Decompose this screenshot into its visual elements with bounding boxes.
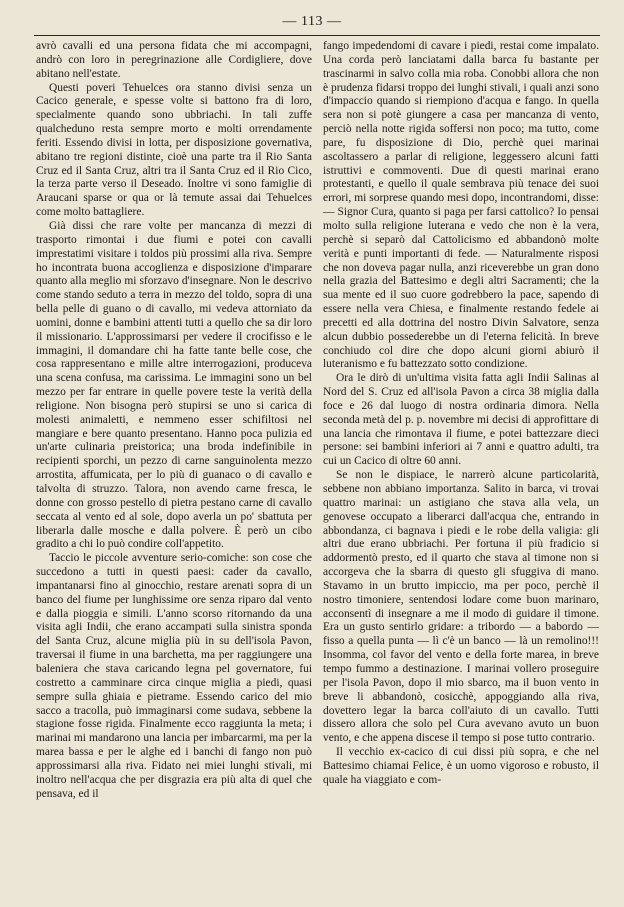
paragraph: avrò cavalli ed una persona fidata che mi accompagni, andrò con loro in peregrinazione alle Cordigliere, dove abitano nell'estate.: [36, 40, 312, 80]
paragraph: Se non le dispiace, le narrerò alcune particolarità, sebbene non abbiano importanza. Salito in barca, vi trovai quattro marinai: un astigiano che stava alla vela, un genovese occupato a liberarci dall'acqua che, entrando in abbondanza, ci bagnava i piedi e le robe della valigia: gli altri due erano ubbriachi. Per fortuna il più fradicio si addormentò presto, ed il quarto che stava al timone non si accorgeva che la sbarra di questo gli sfuggiva di mano. Stavamo in un brutto impiccio, ma per poco, perchè il nostro timoniere, sentendosi lodare come buon marinaro, acconsentì di insegnare a me il modo di guidare il timone. Era un gusto sentirlo gridare: a tribordo — a babordo — fisso a quella punta — lì c'è un banco — là un remolino!!! Insomma, col favor del vento e della forte marea, in breve tempo fummo a destinazione. I marinai vollero proseguire per l'isola Pavon, dopo il mio sbarco, ma il buon vento in breve li abbandonò, cosicchè, appoggiando alla riva, dovettero legar la barca coll'aiuto di un cavallo. Tutti dissero allora che solo pel Cura avevano avuto un buon vento, e che appena discese il tempo si pose tutto contrario.: [323, 469, 599, 745]
paragraph: Taccio le piccole avventure serio-comiche: son cose che succedono a tutti in questi paesi: cader da cavallo, impantanarsi fino al ginocchio, restare arenati sopra di un banco del fiume per lunghissime ore senza riparo dal vento e dalla pioggia e simili. L'anno scorso ritornando da una visita agli Indii, che erano accampati sulla sinistra sponda del Santa Cruz, alcune miglia più in su dell'isola Pavon, traversai il fiume in una barchetta, ma per raggiungere una baleniera che stava caricando legna pel governatore, fui costretto a camminare circa cinque miglia a piedi, quasi sempre sulla ghiaia e pietrame. Essendo carico del mio sacco a tracolla, può immaginarsi come sudava, sebbene la stagione fosse rigida. Finalmente ecco raggiunta la meta; i marinai mi mandarono una lancia per imbarcarmi, ma per la marea bassa e per le alghe ed i banchi di fango non può approssimarsi alla riva. Fidato nei miei lunghi stivali, mi inoltro nell'acqua che per disgrazia era più alta di quel che pensava, ed il: [36, 552, 312, 800]
page-number: — 113 —: [282, 14, 342, 29]
header-rule: [34, 35, 600, 36]
paragraph: Il vecchio ex-cacico di cui dissi più sopra, e che nel Battesimo chiamai Felice, è un uomo vigoroso e robusto, il quale ha viaggiato e com-: [323, 746, 599, 786]
paragraph: Ora le dirò di un'ultima visita fatta agli Indii Salinas al Nord del S. Cruz ed all'isola Pavon a circa 38 miglia dalla foce e 26 dal luogo di nostra ordinaria dimora. Nella seconda metà del p. p. novembre mi decisi di approfittare di una lancia che rimontava il fiume, e potei battezzare dieci persone: sei bambini inferiori ai 7 anni e quattro adulti, tra cui un Cacico di oltre 60 anni.: [323, 372, 599, 468]
paragraph: Questi poveri Tehuelces ora stanno divisi senza un Cacico generale, e spesse volte si battono fra di loro, specialmente quando sono ubbriachi. In tali zuffe qualcheduno resta sempre morto e molti orrendamente feriti. Essendo divisi in lotta, per disposizione governativa, abitano tre regioni distinte, cioè una parte tra il Rio Santa Cruz ed il Santa Cruz, altri tra il Santa Cruz ed il Rio Cico, la terza parte verso il Deseado. Inoltre vi sono famiglie di Araucani sparse or qua or là temute assai dai Tehuelces come molto battagliere.: [36, 81, 312, 219]
right-column: [323, 40, 599, 788]
paragraph: Già dissi che rare volte per mancanza di mezzi di trasporto rimontai i due fiumi e potei con cavalli imprestatimi visitare i toldos più prossimi alla riva. Sempre ho incontrata buona accoglienza e disposizione d'imparare quanto alla meglio mi sforzavo d'insegnare. Non le descrivo come stando seduto a terra in mezzo del toldo, sopra di una bella pelle di guano o di cavallo, mi vedeva attorniato da uomini, donne e bambini attenti tutti a quello che sa dir loro il missionario. L'approssimarsi per vedere il crocifisso e le immagini, il domandare chi ha fatte tante belle cose, che cosa rappresentano e mille altre interrogazioni, produceva una scena confusa, ma carissima. Le immagini sono un bel mezzo per far entrare in quelle povere teste la verità della religione. Non bisogna però stupirsi se uno si carica di molesti animaletti, e nemmeno esser schifiltosi nel mangiare e bere quanto presentano. Hanno poca pulizia ed un'arte culinaria preistorica; una broda indefinibile in recipienti sporchi, un pezzo di carne sanguinolenta mezzo arrostita, affumicata, per lo più di guanaco o di cavallo e talvolta di struzzo. Talora, non avendo carne fresca, le donne con grosso pestello di pietra pestano carne di cavallo seccata al vento ed al sole, dopo averla un po' sbattuta per liberarla dalle mosche e dalla polvere. È però un cibo gradito a chi lo può condire coll'appetito.: [36, 219, 312, 551]
paragraph: fango impedendomi di cavare i piedi, restai come impalato. Una corda però lanciatami dalla barca fu bastante per trascinarmi in salvo colla mia roba. Conobbi allora che non è prudenza fidarsi troppo dei lunghi stivali, i quali anzi sono d'impaccio quando si riempiono d'acqua e fango. In quella sera non si potè giungere a casa per mancanza di vento, perciò nella notte rigida soffersi non poco; ma tutto, come pare, fu disposizione di Dio, perchè quei marinai ascoltassero a parlar di religione, leggessero alcuni fatti istruttivi e commoventi. Due di questi marinai erano protestanti, e quello il quale sembrava più tenace dei suoi errori, mi sorprese quando mesi dopo, incontrandomi, disse: — Signor Cura, quanto si paga per farsi cattolico? Io pensai molto sulla religione luterana e vedo che non è la vera, perchè si separò dal Cattolicismo ed abbandonò molte verità e punti importanti di fede. — Naturalmente risposi che non doveva pagar nulla, anzi riceverebbe un gran dono nella grazia del Battesimo e degli altri Sacramenti; che la sua mente ed il suo cuore godrebbero la pace, sapendo di essere nella vera Chiesa, e finalmente restando fedele ai precetti ed alla dottrina del nostro Divin Salvatore, senza alcun dubbio possederebbe un di l'eterna felicità. In breve conchiudo col dire che dopo alcuni giorni abiurò il luteranismo e fu battezzato sotto condizione.: [323, 40, 599, 371]
left-column: [36, 40, 312, 801]
